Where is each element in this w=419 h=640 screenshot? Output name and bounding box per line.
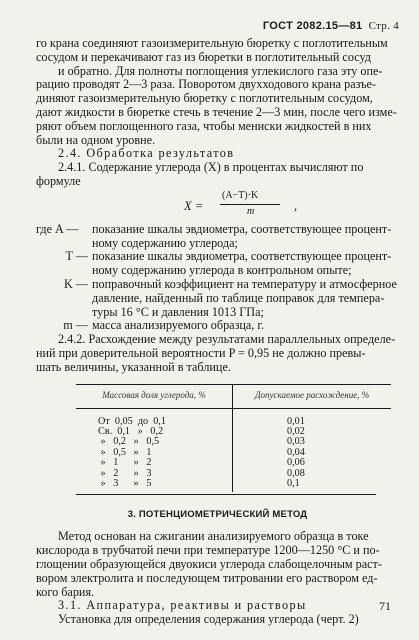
paragraph-2-4-2: [36, 333, 399, 374]
definition-text: масса анализируемого образца, г.: [92, 319, 265, 333]
section-heading-3-1: 3.1. Аппаратура, реактивы и растворы: [58, 599, 307, 613]
table-cell-value: 0,04: [287, 446, 305, 458]
text-line: формуле: [36, 174, 81, 188]
paragraph-method: [36, 530, 399, 599]
table-cell-value: 0,02: [287, 425, 305, 437]
section-heading-3: 3. ПОТЕНЦИОМЕТРИЧЕСКИЙ МЕТОД: [127, 509, 308, 521]
variable-definitions: [36, 223, 399, 333]
table-bottom-rule: [76, 494, 376, 495]
formula-numerator: (A−T)·K: [222, 189, 259, 201]
text-line: вором электролита и последующем титровании его раствором ед-: [36, 571, 378, 585]
definition-k: [36, 278, 399, 292]
table-cell-value: 0,06: [287, 457, 305, 469]
definition-text: поправочный коэффициент на температуру и атмосферное: [92, 277, 397, 291]
text-line: диняют газоизмерительную бюретку с поглотительным сосудом,: [36, 92, 373, 106]
table-cell-range: Св. 0,1 » 0,2: [76, 427, 233, 437]
definition-text: показание шкалы эвдиометра, соответствующее процент-: [92, 222, 392, 236]
definition-text: ному содержанию углерода;: [92, 235, 238, 250]
definition-a: [36, 223, 399, 237]
table-cell-range: » 0,5 » 1: [76, 448, 233, 458]
text-line: глощении образующейся двуокиси углерода слабощелочным раст-: [36, 557, 382, 571]
text-line: шать величины, указанной в таблице.: [36, 360, 231, 374]
definition-t: [36, 250, 399, 264]
standard-number: ГОСТ 2082.15—81: [262, 20, 363, 32]
carbon-formula: [36, 190, 399, 220]
page-number: 71: [379, 599, 391, 613]
text-line: кислорода в трубчатой печи при температуре 1200—1250 °С и по-: [36, 544, 380, 558]
page-content: [36, 37, 399, 627]
table-cell-range: От 0,05 до 0,1: [76, 408, 233, 427]
page-header: [263, 20, 399, 32]
table-cell-value: 0,08: [287, 467, 305, 479]
text-line: го крана соединяют газоизмерительную бюретку с поглотительным: [36, 37, 388, 50]
definition-m: [36, 319, 399, 333]
definition-symbol: T —: [65, 249, 88, 264]
text-line: дают жидкости в бюретке стечь в течение 2—3 мин, после чего изме-: [36, 105, 397, 119]
table-header-carbon: Массовая доля углерода, %: [76, 384, 233, 408]
table-cell-value: 0,01: [287, 415, 305, 427]
formula-comma: ,: [294, 198, 298, 213]
text-line: кого бария.: [36, 585, 95, 599]
table-row: [76, 458, 391, 468]
table-row: [76, 408, 391, 427]
text-line: ний при доверительной вероятности P = 0,95 не должно превы-: [36, 346, 366, 360]
table-cell-value: 0,1: [287, 477, 300, 489]
text-line: ряют объем поглощенного газа, чтобы мениски жидкостей в них: [36, 119, 372, 133]
definition-symbol: m —: [63, 318, 88, 333]
text-line: и обратно. Для полноты поглощения углекислого газа эту опе-: [58, 64, 383, 78]
formula-lhs: X =: [184, 198, 204, 213]
fraction-bar: [220, 204, 280, 205]
definition-text: ному содержанию углерода в контрольном опыте;: [92, 263, 352, 278]
definition-text: туры 16 °С и давления 1013 ГПа;: [92, 304, 264, 319]
paragraph-gas-absorption: [36, 37, 399, 147]
definition-symbol: K —: [63, 276, 88, 291]
tolerance-table: [76, 384, 391, 493]
section-heading-2-4: 2.4. Обработка результатов: [58, 147, 235, 161]
text-line: 2.4.2. Расхождение между результатами параллельных определе-: [58, 333, 396, 347]
formula-denominator: m: [247, 205, 255, 217]
table-header-tolerance: Допускаемое расхождение, %: [233, 384, 392, 408]
paragraph-2-4-1: 2.4.1. Содержание углерода (X) в процентах вычисляют по: [58, 161, 364, 175]
table-row: [76, 479, 391, 492]
table-cell-range: » 3 » 5: [76, 479, 233, 492]
table-cell-range: » 0,2 » 0,5: [76, 437, 233, 447]
definition-symbol: где A —: [36, 221, 79, 236]
table-cell-value: 0,03: [287, 436, 305, 448]
definition-text: давление, найденный по таблице поправок для темпера-: [92, 290, 385, 305]
definition-text: показание шкалы эвдиометра, соответствующее процент-: [92, 250, 392, 264]
page-label: Стр. 4: [368, 20, 399, 32]
text-line: были на одном уровне.: [36, 133, 156, 147]
text-line: Метод основан на сжигании анализируемого образца в токе: [58, 530, 369, 544]
text-line: сосудом и перекачивают газ из бюретки в поглотительный сосуд: [36, 50, 372, 64]
table-cell-range: » 1 » 2: [76, 458, 233, 468]
text-line: рацию проводят 2—3 раза. Поворотом двухходового крана разъе-: [36, 78, 376, 92]
table-cell-range: » 2 » 3: [76, 469, 233, 479]
text-line: Установка для определения содержания углерода (черт. 2): [58, 613, 359, 627]
